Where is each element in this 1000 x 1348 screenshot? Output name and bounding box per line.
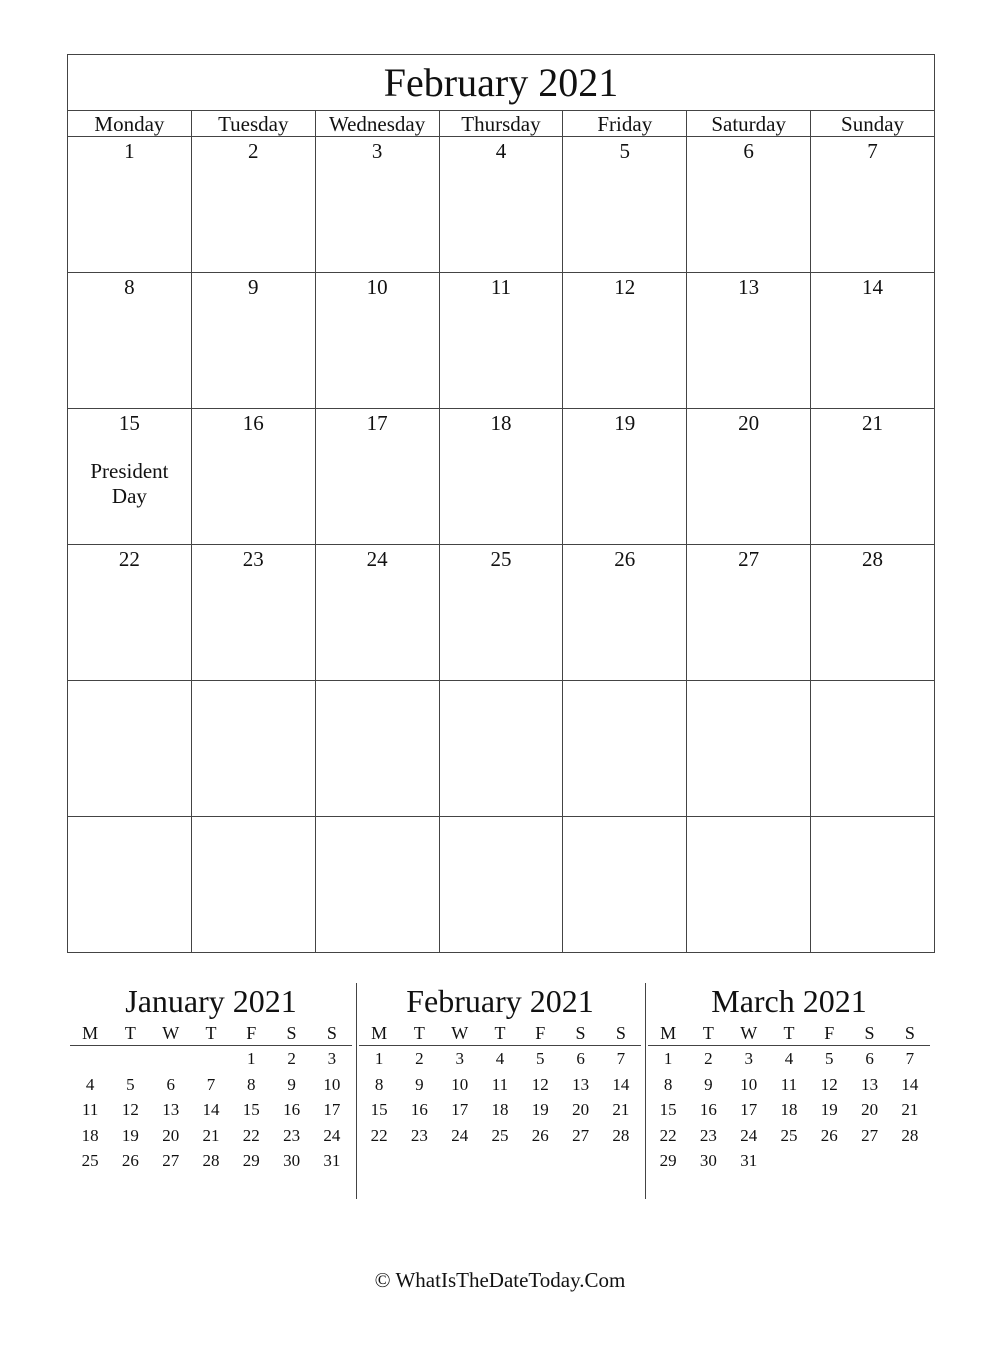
day-cell: [315, 137, 439, 273]
mini-day: 19: [121, 1125, 139, 1145]
day-cell: [68, 137, 192, 273]
mini-day: 5: [126, 1074, 135, 1094]
mini-day: 25: [780, 1125, 798, 1145]
mini-day: 11: [780, 1074, 798, 1094]
week-row: [68, 409, 935, 545]
mini-weekday-header: T: [769, 1021, 809, 1046]
mini-day: 25: [491, 1125, 509, 1145]
mini-day: 6: [576, 1049, 585, 1068]
mini-day: 12: [531, 1074, 549, 1094]
mini-day: 3: [744, 1049, 753, 1068]
mini-day: 29: [659, 1151, 677, 1170]
mini-day: 18: [491, 1100, 509, 1119]
mini-calendar-grid: [70, 1021, 352, 1174]
month-calendar-grid: [67, 54, 935, 953]
weekday-header-row: [68, 111, 935, 137]
day-number: 21: [862, 411, 884, 435]
mini-calendar-title: February 2021: [406, 983, 594, 1019]
weekday-header: Wednesday: [315, 111, 439, 137]
mini-day: 2: [704, 1049, 713, 1068]
day-cell: [687, 817, 811, 953]
mini-day: [769, 1148, 809, 1174]
weekday-header: Thursday: [439, 111, 563, 137]
mini-day: 8: [663, 1074, 673, 1094]
mini-day: 8: [247, 1074, 256, 1094]
mini-weekday-header: W: [729, 1021, 769, 1046]
mini-day: 15: [370, 1100, 388, 1119]
day-number: 14: [862, 275, 884, 299]
mini-day: [849, 1148, 889, 1174]
divider: [356, 983, 357, 1199]
weeks-body: [68, 137, 935, 953]
mini-day: 3: [327, 1049, 337, 1068]
mini-day: 22: [659, 1125, 677, 1145]
mini-day: 15: [659, 1100, 677, 1119]
day-number: 22: [118, 547, 140, 571]
mini-day: 21: [202, 1125, 220, 1145]
day-cell: [687, 409, 811, 545]
day-cell: [191, 273, 315, 409]
day-cell: [315, 409, 439, 545]
mini-calendar-january: [70, 983, 352, 1174]
mini-day: [70, 1046, 110, 1072]
day-cell: [811, 137, 935, 273]
mini-day: 7: [206, 1074, 216, 1094]
mini-day: 4: [784, 1049, 794, 1068]
mini-day: 22: [370, 1125, 388, 1145]
day-cell: [315, 273, 439, 409]
mini-weekday-header: F: [520, 1021, 560, 1046]
mini-day: 17: [323, 1100, 341, 1119]
mini-day: 28: [202, 1151, 220, 1170]
day-cell: [68, 545, 192, 681]
mini-day: 18: [81, 1125, 99, 1145]
day-cell: [315, 817, 439, 953]
day-cell: [191, 817, 315, 953]
mini-day: 5: [825, 1049, 834, 1068]
mini-day: [110, 1046, 150, 1072]
mini-day: [191, 1046, 231, 1072]
mini-day: 18: [780, 1100, 798, 1119]
mini-day: 10: [451, 1074, 469, 1094]
day-number: 5: [619, 139, 631, 163]
mini-day: [809, 1148, 849, 1174]
mini-weekday-header: S: [849, 1021, 889, 1046]
mini-day: 23: [699, 1125, 717, 1145]
day-number: 4: [495, 139, 507, 163]
week-row: [68, 273, 935, 409]
mini-weekday-header: T: [688, 1021, 728, 1046]
mini-day: 7: [905, 1049, 915, 1068]
mini-weekday-header: T: [480, 1021, 520, 1046]
mini-day: 2: [415, 1049, 424, 1068]
mini-day: 8: [374, 1074, 384, 1094]
mini-day: 13: [572, 1074, 590, 1094]
mini-day: 27: [861, 1125, 879, 1145]
week-row: [68, 681, 935, 817]
day-cell: [439, 273, 563, 409]
mini-calendar-february: [359, 983, 641, 1148]
mini-day: 28: [612, 1125, 630, 1145]
day-cell: [811, 545, 935, 681]
day-cell: [811, 409, 935, 545]
day-number: 28: [862, 547, 884, 571]
mini-day: 29: [242, 1151, 260, 1170]
day-number: 10: [366, 275, 388, 299]
mini-day: 17: [451, 1100, 469, 1119]
weekday-header: Tuesday: [191, 111, 315, 137]
mini-day: 7: [616, 1049, 626, 1068]
day-cell: [439, 409, 563, 545]
mini-day: 10: [323, 1074, 341, 1094]
mini-weekday-header: S: [560, 1021, 600, 1046]
day-cell: [68, 273, 192, 409]
mini-weekday-header: M: [70, 1021, 110, 1046]
day-number: 2: [248, 139, 259, 163]
mini-day: 14: [901, 1074, 919, 1094]
day-cell: [439, 817, 563, 953]
day-cell: [191, 409, 315, 545]
day-number: 26: [614, 547, 636, 571]
day-number: 23: [242, 547, 264, 571]
day-cell: [191, 137, 315, 273]
mini-day: 6: [166, 1074, 175, 1094]
mini-day: 14: [202, 1100, 220, 1119]
day-number: 13: [738, 275, 760, 299]
day-cell: [68, 817, 192, 953]
mini-day: 14: [612, 1074, 630, 1094]
mini-day: 4: [85, 1074, 95, 1094]
mini-weekday-header: S: [890, 1021, 930, 1046]
holiday-label: President Day: [90, 459, 169, 508]
mini-day: 20: [861, 1100, 879, 1119]
mini-day: 1: [247, 1049, 256, 1068]
day-number: 25: [490, 547, 512, 571]
mini-day: 19: [820, 1100, 838, 1119]
mini-day: [151, 1046, 191, 1072]
day-number: 16: [242, 411, 264, 435]
mini-day: 23: [410, 1125, 428, 1145]
day-number: 8: [124, 275, 135, 299]
mini-day: 13: [861, 1074, 879, 1094]
mini-day: 21: [612, 1100, 630, 1119]
mini-day: 19: [531, 1100, 549, 1119]
weekday-header: Sunday: [811, 111, 935, 137]
mini-day: 16: [699, 1100, 717, 1119]
day-cell: [687, 545, 811, 681]
day-cell: [191, 681, 315, 817]
mini-day: 31: [740, 1151, 758, 1170]
day-number: 3: [371, 139, 383, 163]
day-cell: [315, 545, 439, 681]
day-cell: [439, 137, 563, 273]
week-row: [68, 545, 935, 681]
calendar-title: February 2021: [68, 55, 935, 111]
day-number: 1: [124, 139, 135, 163]
day-cell: [191, 545, 315, 681]
day-number: 15: [118, 411, 140, 435]
mini-day: 16: [410, 1100, 428, 1119]
mini-day: 21: [901, 1100, 919, 1119]
mini-day: 3: [455, 1049, 464, 1068]
day-cell: [811, 273, 935, 409]
mini-day: 13: [162, 1100, 180, 1119]
day-cell: [68, 409, 192, 545]
mini-day: 24: [451, 1125, 469, 1145]
mini-day: 2: [287, 1049, 296, 1068]
mini-calendar-grid: [648, 1021, 930, 1174]
mini-weekday-header: S: [271, 1021, 311, 1046]
day-cell: [811, 681, 935, 817]
weekday-header: Monday: [68, 111, 192, 137]
mini-weekday-header: F: [231, 1021, 271, 1046]
day-number: 24: [366, 547, 388, 571]
mini-weekday-header: M: [359, 1021, 399, 1046]
mini-day: 9: [704, 1074, 713, 1094]
day-number: 7: [867, 139, 878, 163]
day-cell: [687, 681, 811, 817]
mini-day: 10: [740, 1074, 758, 1094]
day-cell: [687, 273, 811, 409]
mini-weekday-header: S: [601, 1021, 641, 1046]
day-cell: [563, 545, 687, 681]
day-number: 17: [366, 411, 388, 435]
day-cell: [563, 137, 687, 273]
mini-day: 25: [81, 1151, 99, 1170]
mini-day: 1: [663, 1049, 673, 1068]
mini-day: 17: [740, 1100, 758, 1119]
mini-day: 15: [242, 1100, 260, 1119]
mini-day: 9: [415, 1074, 424, 1094]
mini-day: 11: [491, 1074, 509, 1094]
mini-weekday-header: T: [110, 1021, 150, 1046]
mini-calendar-march: [648, 983, 930, 1174]
mini-day: 26: [531, 1125, 549, 1145]
day-cell: [315, 681, 439, 817]
day-number: 9: [248, 275, 259, 299]
mini-weekday-header: T: [191, 1021, 231, 1046]
mini-calendar-title: January 2021: [125, 983, 297, 1019]
day-number: 27: [738, 547, 760, 571]
mini-day: 26: [121, 1151, 139, 1170]
mini-day: 12: [121, 1100, 139, 1119]
mini-day: 1: [374, 1049, 384, 1068]
day-cell: [439, 545, 563, 681]
mini-weekday-header: W: [440, 1021, 480, 1046]
day-number: 12: [614, 275, 636, 299]
mini-day: [890, 1148, 930, 1174]
week-row: [68, 817, 935, 953]
mini-day: 20: [162, 1125, 180, 1145]
copyright-footer: © WhatIsTheDateToday.Com: [374, 1268, 626, 1292]
mini-weekday-header: W: [151, 1021, 191, 1046]
mini-day: 27: [162, 1151, 180, 1170]
day-cell: [563, 817, 687, 953]
mini-day: 6: [865, 1049, 874, 1068]
mini-day: 30: [699, 1151, 717, 1170]
mini-day: 30: [283, 1151, 301, 1170]
mini-weekday-header: S: [312, 1021, 352, 1046]
day-cell: [687, 137, 811, 273]
week-row: [68, 137, 935, 273]
day-cell: [563, 273, 687, 409]
mini-day: 24: [740, 1125, 758, 1145]
day-cell: [563, 409, 687, 545]
mini-day: 31: [323, 1151, 341, 1170]
day-number: 6: [743, 139, 754, 163]
divider: [645, 983, 646, 1199]
mini-day: 11: [81, 1100, 99, 1119]
mini-day: 23: [283, 1125, 301, 1145]
day-number: 18: [490, 411, 512, 435]
mini-weekday-header: M: [648, 1021, 688, 1046]
mini-weekday-header: F: [809, 1021, 849, 1046]
day-cell: [811, 817, 935, 953]
mini-calendars: [67, 983, 935, 1199]
mini-calendar-grid: [359, 1021, 641, 1148]
day-cell: [563, 681, 687, 817]
mini-day: 4: [495, 1049, 505, 1068]
mini-day: 27: [572, 1125, 590, 1145]
mini-day: 9: [287, 1074, 296, 1094]
mini-day: 28: [901, 1125, 919, 1145]
weekday-header: Saturday: [687, 111, 811, 137]
mini-weekday-header: T: [399, 1021, 439, 1046]
mini-day: 26: [820, 1125, 838, 1145]
mini-day: 22: [242, 1125, 260, 1145]
day-cell: [68, 681, 192, 817]
day-number: 19: [614, 411, 636, 435]
mini-day: 12: [820, 1074, 838, 1094]
mini-day: 16: [283, 1100, 301, 1119]
mini-calendar-title: March 2021: [711, 983, 867, 1019]
day-number: 20: [738, 411, 760, 435]
mini-day: 24: [323, 1125, 341, 1145]
mini-day: 20: [572, 1100, 590, 1119]
mini-day: 5: [536, 1049, 545, 1068]
day-cell: [439, 681, 563, 817]
weekday-header: Friday: [563, 111, 687, 137]
day-number: 11: [490, 275, 512, 299]
